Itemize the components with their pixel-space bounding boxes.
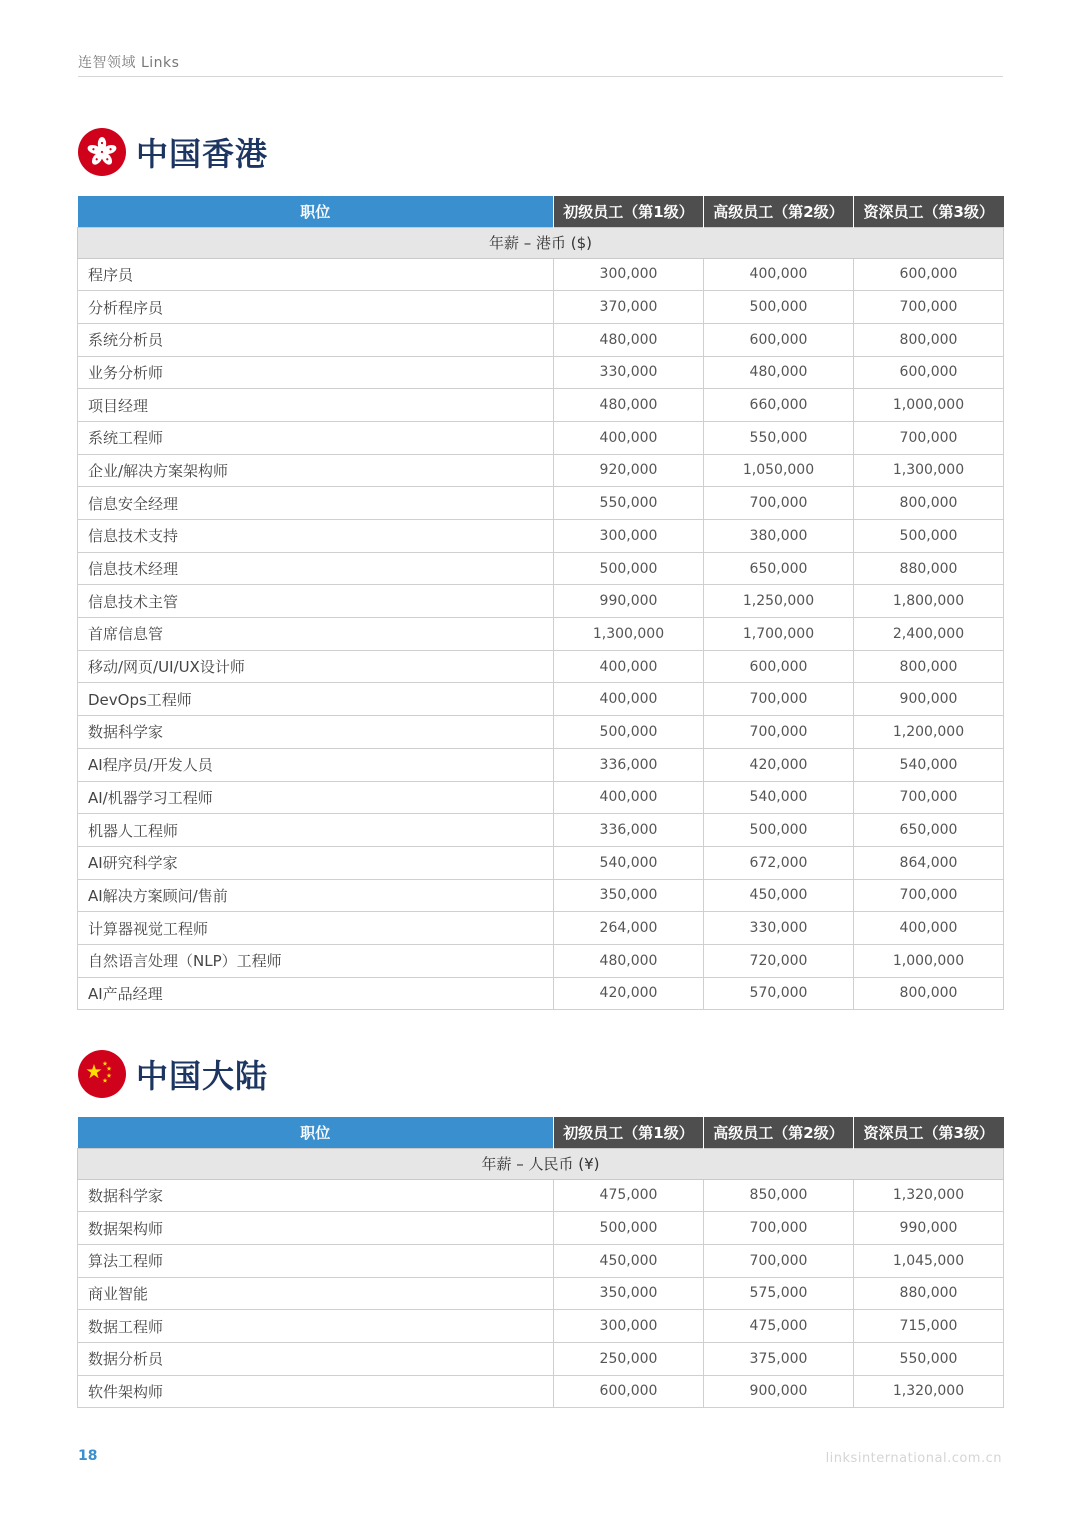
table-row [78,291,1004,324]
salary-level-1-cell: 370,000 [554,291,704,324]
salary-level-3-cell: 700,000 [854,879,1004,912]
salary-level-3-cell: 715,000 [854,1310,1004,1343]
table-row [78,1244,1004,1277]
header-brand: 连智领域 Links [78,55,180,71]
salary-level-1-cell: 920,000 [554,454,704,487]
salary-level-3-cell: 1,045,000 [854,1244,1004,1277]
salary-level-3-cell: 880,000 [854,1277,1004,1310]
salary-level-1-cell: 475,000 [554,1179,704,1212]
column-header-level-3: 资深员工（第3级） [854,196,1004,227]
salary-level-3-cell: 1,000,000 [854,944,1004,977]
salary-level-2-cell: 570,000 [704,977,854,1010]
salary-level-2-cell: 1,250,000 [704,585,854,618]
salary-level-3-cell: 1,200,000 [854,716,1004,749]
column-header-position: 职位 [78,1117,554,1148]
salary-level-2-cell: 660,000 [704,389,854,422]
salary-table-hong-kong [77,196,1004,1010]
table-row [78,977,1004,1010]
job-title-cell: 分析程序员 [78,291,554,324]
table-row [78,258,1004,291]
salary-level-3-cell: 800,000 [854,650,1004,683]
salary-level-3-cell: 400,000 [854,912,1004,945]
footer-url: linksinternational.com.cn [825,1451,1002,1466]
salary-level-3-cell: 864,000 [854,846,1004,879]
salary-table-mainland-china [77,1117,1004,1408]
salary-level-1-cell: 420,000 [554,977,704,1010]
salary-level-1-cell: 400,000 [554,683,704,716]
job-title-cell: AI程序员/开发人员 [78,748,554,781]
salary-level-2-cell: 330,000 [704,912,854,945]
salary-level-2-cell: 380,000 [704,520,854,553]
job-title-cell: 软件架构师 [78,1375,554,1408]
job-title-cell: 企业/解决方案架构师 [78,454,554,487]
table-row [78,716,1004,749]
salary-level-2-cell: 700,000 [704,487,854,520]
section-title-hong-kong [78,128,268,176]
column-header-level-1: 初级员工（第1级） [554,196,704,227]
job-title-cell: 计算器视觉工程师 [78,912,554,945]
header-divider [78,76,1003,77]
job-title-cell: AI/机器学习工程师 [78,781,554,814]
job-title-cell: 程序员 [78,258,554,291]
salary-level-2-cell: 500,000 [704,814,854,847]
page-number: 18 [78,1448,98,1464]
table-header-row [78,1117,1004,1148]
job-title-cell: 数据科学家 [78,716,554,749]
section-title-text: 中国香港 [136,135,269,173]
salary-level-1-cell: 350,000 [554,879,704,912]
salary-level-2-cell: 375,000 [704,1342,854,1375]
table-row [78,944,1004,977]
table-row [78,487,1004,520]
table-row [78,683,1004,716]
salary-level-2-cell: 475,000 [704,1310,854,1343]
table-row [78,421,1004,454]
salary-level-3-cell: 700,000 [854,421,1004,454]
table-row [78,1310,1004,1343]
salary-level-2-cell: 575,000 [704,1277,854,1310]
salary-level-1-cell: 330,000 [554,356,704,389]
salary-level-3-cell: 900,000 [854,683,1004,716]
salary-level-2-cell: 540,000 [704,781,854,814]
salary-level-3-cell: 600,000 [854,258,1004,291]
subheader-row [78,227,1004,258]
table-row [78,748,1004,781]
table-row [78,323,1004,356]
table-header-row [78,196,1004,227]
section-title-mainland-china [78,1050,268,1098]
salary-level-1-cell: 600,000 [554,1375,704,1408]
table-row [78,552,1004,585]
salary-level-2-cell: 650,000 [704,552,854,585]
salary-level-1-cell: 400,000 [554,650,704,683]
table-row [78,1179,1004,1212]
salary-level-2-cell: 850,000 [704,1179,854,1212]
job-title-cell: 项目经理 [78,389,554,422]
salary-level-1-cell: 480,000 [554,944,704,977]
table-row [78,879,1004,912]
china-flag-icon [78,1050,126,1098]
salary-level-1-cell: 480,000 [554,389,704,422]
section-title-text: 中国大陆 [136,1057,269,1095]
salary-level-2-cell: 450,000 [704,879,854,912]
table-row [78,846,1004,879]
salary-level-1-cell: 400,000 [554,421,704,454]
salary-level-2-cell: 400,000 [704,258,854,291]
salary-level-3-cell: 600,000 [854,356,1004,389]
column-header-level-2: 高级员工（第2级） [704,1117,854,1148]
table-row [78,356,1004,389]
job-title-cell: 系统工程师 [78,421,554,454]
salary-level-3-cell: 800,000 [854,977,1004,1010]
salary-level-3-cell: 2,400,000 [854,618,1004,651]
table-row [78,618,1004,651]
salary-level-1-cell: 550,000 [554,487,704,520]
salary-level-2-cell: 720,000 [704,944,854,977]
job-title-cell: 首席信息管 [78,618,554,651]
job-title-cell: AI解决方案顾问/售前 [78,879,554,912]
job-title-cell: 数据工程师 [78,1310,554,1343]
column-header-level-2: 高级员工（第2级） [704,196,854,227]
job-title-cell: AI研究科学家 [78,846,554,879]
table-row [78,1212,1004,1245]
salary-level-3-cell: 990,000 [854,1212,1004,1245]
table-row [78,650,1004,683]
salary-level-2-cell: 700,000 [704,716,854,749]
salary-level-1-cell: 264,000 [554,912,704,945]
salary-level-1-cell: 500,000 [554,552,704,585]
salary-currency-label: 年薪 – 港币 ($) [78,227,1004,258]
salary-level-3-cell: 1,300,000 [854,454,1004,487]
job-title-cell: 信息技术支持 [78,520,554,553]
salary-level-1-cell: 480,000 [554,323,704,356]
table-row [78,1375,1004,1408]
salary-level-1-cell: 250,000 [554,1342,704,1375]
salary-level-3-cell: 800,000 [854,487,1004,520]
job-title-cell: AI产品经理 [78,977,554,1010]
salary-level-1-cell: 300,000 [554,520,704,553]
salary-level-3-cell: 500,000 [854,520,1004,553]
job-title-cell: 商业智能 [78,1277,554,1310]
salary-level-3-cell: 1,320,000 [854,1179,1004,1212]
job-title-cell: 自然语言处理（NLP）工程师 [78,944,554,977]
table-row [78,814,1004,847]
salary-level-1-cell: 450,000 [554,1244,704,1277]
salary-level-3-cell: 1,000,000 [854,389,1004,422]
salary-level-1-cell: 1,300,000 [554,618,704,651]
table-row [78,585,1004,618]
job-title-cell: 信息安全经理 [78,487,554,520]
salary-level-2-cell: 600,000 [704,323,854,356]
salary-level-2-cell: 550,000 [704,421,854,454]
salary-level-1-cell: 540,000 [554,846,704,879]
salary-level-1-cell: 336,000 [554,814,704,847]
job-title-cell: 数据架构师 [78,1212,554,1245]
salary-level-2-cell: 420,000 [704,748,854,781]
table-row [78,389,1004,422]
salary-level-2-cell: 700,000 [704,1244,854,1277]
salary-level-3-cell: 800,000 [854,323,1004,356]
salary-level-1-cell: 990,000 [554,585,704,618]
job-title-cell: DevOps工程师 [78,683,554,716]
salary-level-2-cell: 1,700,000 [704,618,854,651]
column-header-level-3: 资深员工（第3级） [854,1117,1004,1148]
table-row [78,912,1004,945]
salary-level-3-cell: 540,000 [854,748,1004,781]
salary-level-1-cell: 500,000 [554,1212,704,1245]
salary-level-3-cell: 1,800,000 [854,585,1004,618]
salary-level-3-cell: 880,000 [854,552,1004,585]
subheader-row [78,1148,1004,1179]
table-row [78,1277,1004,1310]
hong-kong-flag-icon [78,128,126,176]
job-title-cell: 业务分析师 [78,356,554,389]
column-header-position: 职位 [78,196,554,227]
table-row [78,781,1004,814]
salary-currency-label: 年薪 – 人民币 (¥) [78,1148,1004,1179]
table-row [78,520,1004,553]
salary-level-2-cell: 700,000 [704,683,854,716]
salary-level-1-cell: 350,000 [554,1277,704,1310]
table-row [78,1342,1004,1375]
salary-level-2-cell: 1,050,000 [704,454,854,487]
salary-level-2-cell: 500,000 [704,291,854,324]
salary-level-3-cell: 650,000 [854,814,1004,847]
job-title-cell: 算法工程师 [78,1244,554,1277]
salary-level-1-cell: 300,000 [554,258,704,291]
salary-level-2-cell: 672,000 [704,846,854,879]
job-title-cell: 系统分析员 [78,323,554,356]
salary-level-3-cell: 700,000 [854,291,1004,324]
job-title-cell: 机器人工程师 [78,814,554,847]
salary-level-1-cell: 300,000 [554,1310,704,1343]
salary-level-1-cell: 336,000 [554,748,704,781]
salary-level-3-cell: 1,320,000 [854,1375,1004,1408]
salary-level-2-cell: 900,000 [704,1375,854,1408]
salary-level-1-cell: 400,000 [554,781,704,814]
job-title-cell: 信息技术主管 [78,585,554,618]
salary-level-2-cell: 600,000 [704,650,854,683]
salary-level-3-cell: 700,000 [854,781,1004,814]
salary-level-1-cell: 500,000 [554,716,704,749]
job-title-cell: 移动/网页/UI/UX设计师 [78,650,554,683]
table-row [78,454,1004,487]
salary-level-2-cell: 480,000 [704,356,854,389]
job-title-cell: 数据科学家 [78,1179,554,1212]
salary-level-2-cell: 700,000 [704,1212,854,1245]
salary-level-3-cell: 550,000 [854,1342,1004,1375]
job-title-cell: 信息技术经理 [78,552,554,585]
job-title-cell: 数据分析员 [78,1342,554,1375]
column-header-level-1: 初级员工（第1级） [554,1117,704,1148]
